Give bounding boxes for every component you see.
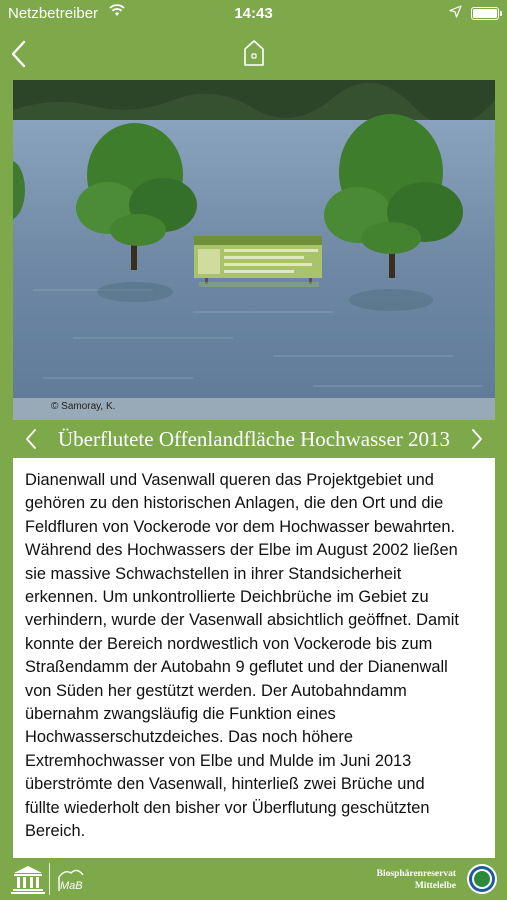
battery-icon: [471, 7, 499, 20]
article-line: sie massive Schwachstellen in ihrer Standsicherheit: [25, 564, 402, 583]
article-line: Extremhochwasser von Elbe und Mulde im Juni 2013: [25, 751, 412, 770]
article-line: Während des Hochwassers der Elbe im August 2002 ließen: [25, 541, 458, 560]
content-card: [13, 80, 495, 858]
footer: [0, 858, 507, 900]
article-line: gehören zu den historischen Anlagen, die den Ort und die: [25, 494, 444, 513]
article-line: Hochwasserschutzdeiches. Das noch höhere: [25, 728, 353, 747]
carrier-name: Netzbetreiber: [8, 5, 99, 22]
flood-photo: [13, 80, 495, 420]
article-line: verhindern, wurde der Vasenwall absichtlich geöffnet. Damit: [25, 611, 459, 630]
clock: 14:43: [234, 5, 273, 22]
mab-label: MaB: [60, 880, 83, 892]
caption-bar: [13, 420, 495, 458]
footer-divider: [49, 863, 50, 895]
biosphere-reserve-brand-text: [377, 868, 456, 892]
article-line: übernahm zwangsläufig die Funktion eines: [25, 705, 336, 724]
article-line: Bereich.: [25, 822, 86, 841]
navigation-bar: [0, 28, 507, 80]
article-line: Dianenwall und Vasenwall queren das Projektgebiet und: [25, 471, 434, 489]
next-image-chevron-icon[interactable]: [468, 427, 486, 451]
biosphere-reserve-logo-icon: [466, 863, 498, 895]
article-line: überströmte den Vasenwall, hinterließ zwei Brüche und: [25, 775, 425, 794]
article-line: füllte wiederholt den bisher vor Überflutung geschützten: [25, 798, 430, 817]
previous-image-chevron-icon[interactable]: [22, 427, 40, 451]
back-chevron-icon[interactable]: [6, 36, 36, 72]
home-icon[interactable]: [243, 39, 265, 67]
article-line: Straßendamm der Autobahn 9 geflutet und der Dianenwall: [25, 658, 448, 677]
brand-line-1: Biosphärenreservat: [376, 869, 456, 879]
image-caption-title: Überflutete Offenlandfläche Hochwasser 2013: [57, 427, 451, 451]
photo-credit: © Samoray, K.: [51, 401, 116, 412]
mab-logo-icon: [55, 863, 87, 895]
brand-line-2: Mittelelbe: [414, 881, 456, 891]
unesco-temple-logo-icon: [11, 863, 45, 895]
article-line: Feldfluren von Vockerode vor dem Hochwasser bewahrten.: [25, 517, 456, 536]
article-line: erkennen. Um unkontrollierte Deichbrüche im Gebiet zu: [25, 588, 429, 607]
location-arrow-icon: [449, 5, 462, 18]
status-bar: [0, 0, 507, 28]
article-line: konnte der Bereich nordwestlich von Vockerode bis zum: [25, 634, 433, 653]
article-body: [25, 469, 487, 844]
article-line: von Süden her gestützt werden. Der Autobahndamm: [25, 681, 407, 700]
